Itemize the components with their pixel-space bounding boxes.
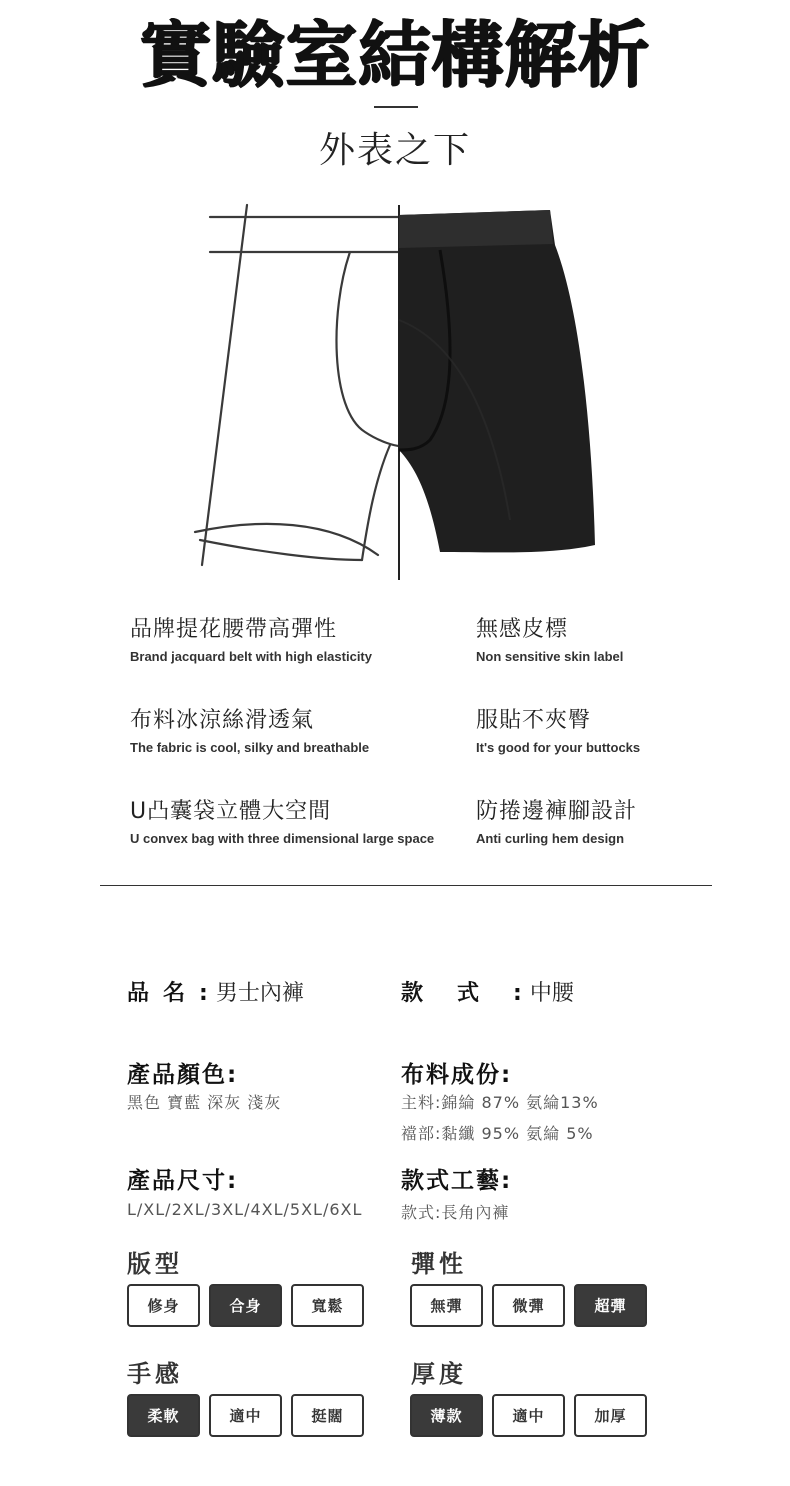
spec-fabric-label: 布料成份:: [401, 1062, 513, 1088]
feature-subtitle: The fabric is cool, silky and breathable: [130, 740, 370, 755]
feature-subtitle: U convex bag with three dimensional large space: [130, 831, 435, 846]
spec-color-label: 產品顏色:: [127, 1062, 239, 1088]
spec-fabric-crotch: 襠部:黏纖 95% 氨綸 5%: [401, 1124, 594, 1143]
feel-options: [127, 1394, 364, 1437]
spec-product-name: 品名: 男士內褲: [127, 981, 304, 1006]
feature-subtitle: Brand jacquard belt with high elasticity: [130, 649, 372, 664]
elasticity-title: 彈性: [411, 1250, 467, 1278]
fit-title: 版型: [127, 1250, 183, 1278]
thickness-option-medium[interactable]: 適中: [492, 1394, 565, 1437]
feature-title: 品牌提花腰帶高彈性: [130, 617, 338, 642]
spec-fabric-main: 主料:錦綸 87% 氨綸13%: [401, 1093, 599, 1112]
section-divider: [100, 885, 712, 886]
fit-option-loose[interactable]: 寬鬆: [291, 1284, 364, 1327]
feature-hem: [476, 794, 637, 846]
spec-craft-label: 款式工藝:: [401, 1168, 513, 1194]
fit-options: [127, 1284, 364, 1327]
elasticity-option-super[interactable]: 超彈: [574, 1284, 647, 1327]
feature-fabric: [130, 703, 369, 755]
feature-title: 防捲邊褲腳設計: [476, 799, 638, 824]
spec-craft-value: 款式:長角內褲: [401, 1203, 510, 1222]
feature-waistband: [130, 612, 372, 664]
spec-size-value: L/XL/2XL/3XL/4XL/5XL/6XL: [127, 1200, 363, 1219]
spec-label: 品名: [127, 981, 200, 1006]
feature-label: [476, 612, 623, 664]
thickness-title: 厚度: [411, 1360, 467, 1388]
elasticity-option-none[interactable]: 無彈: [410, 1284, 483, 1327]
elasticity-option-slight[interactable]: 微彈: [492, 1284, 565, 1327]
feel-option-crisp[interactable]: 挺闊: [291, 1394, 364, 1437]
thickness-option-thin[interactable]: 薄款: [410, 1394, 483, 1437]
spec-value: 男士內褲: [215, 981, 304, 1006]
feature-title: 服貼不夾臀: [476, 708, 592, 733]
title-divider: [374, 106, 418, 108]
feature-subtitle: Anti curling hem design: [476, 831, 625, 846]
feel-option-soft[interactable]: 柔軟: [127, 1394, 200, 1437]
feature-subtitle: Non sensitive skin label: [476, 649, 624, 664]
elasticity-options: [410, 1284, 647, 1327]
feature-pouch: [130, 794, 434, 846]
feature-title: 無感皮標: [476, 617, 569, 642]
page-subtitle: 外表之下: [318, 130, 471, 171]
sketch-outline: [195, 205, 400, 565]
feature-fit: [476, 703, 640, 755]
thickness-option-thick[interactable]: 加厚: [574, 1394, 647, 1437]
spec-color-value: 黑色 寶藍 深灰 淺灰: [127, 1093, 282, 1112]
feature-title: U凸囊袋立體大空間: [130, 799, 332, 824]
page-title: 實驗室結構解析: [139, 13, 651, 97]
spec-value: 中腰: [529, 981, 574, 1006]
thickness-options: [410, 1394, 647, 1437]
spec-size-label: 產品尺寸:: [127, 1168, 239, 1194]
product-illustration: [190, 200, 610, 585]
fit-option-slim[interactable]: 修身: [127, 1284, 200, 1327]
fit-option-regular[interactable]: 合身: [209, 1284, 282, 1327]
garment-photo: [399, 210, 595, 552]
spec-label: 款式: [401, 981, 514, 1006]
feature-subtitle: It's good for your buttocks: [476, 740, 641, 755]
feel-option-medium[interactable]: 適中: [209, 1394, 282, 1437]
feel-title: 手感: [127, 1360, 183, 1388]
feature-title: 布料冰涼絲滑透氣: [130, 708, 315, 733]
spec-style: 款式: 中腰: [401, 981, 574, 1006]
